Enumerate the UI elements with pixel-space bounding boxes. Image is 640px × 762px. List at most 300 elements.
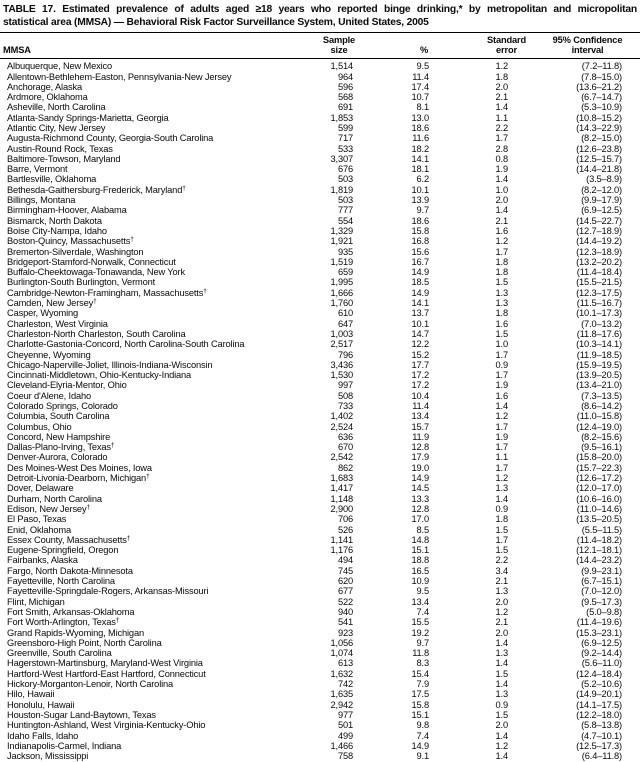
confidence-interval-value: (13.6–21.2)	[576, 81, 622, 92]
sample-size-value: 541	[337, 617, 353, 628]
confidence-interval-value: (11.4–18.2)	[576, 534, 622, 545]
mmsa-name: Coeur d'Alene, Idaho	[7, 390, 92, 401]
confidence-interval-value: (7.0–13.2)	[581, 318, 622, 329]
percent-value: 13.9	[411, 195, 429, 206]
percent-value: 11.8	[412, 648, 429, 659]
percent-value: 11.4	[412, 71, 429, 82]
percent-value: 13.3	[411, 493, 429, 504]
percent-value: 14.1	[411, 298, 429, 309]
sample-size-value: 923	[337, 627, 353, 638]
table-row	[0, 174, 640, 184]
sample-size-value: 1,056	[330, 637, 353, 648]
mmsa-name: Grand Rapids-Wyoming, Michigan	[7, 627, 144, 638]
table-row	[0, 236, 640, 246]
table-row	[0, 257, 640, 267]
confidence-interval-value: (11.9–18.5)	[576, 349, 622, 360]
standard-error-value: 1.9	[495, 431, 508, 442]
standard-error-value: 1.2	[495, 473, 508, 484]
sample-size-value: 677	[337, 586, 353, 597]
mmsa-name: Cincinnati-Middletown, Ohio-Kentucky-Indiana	[7, 370, 192, 381]
dagger-footnote-marker: †	[203, 287, 207, 295]
sample-size-value: 503	[337, 195, 353, 206]
mmsa-name: Ardmore, Oklahoma	[7, 92, 88, 103]
sample-size-value: 568	[337, 92, 353, 103]
standard-error-value: 2.2	[495, 555, 508, 566]
confidence-interval-value: (15.8–20.0)	[576, 452, 622, 463]
mmsa-name: Edison, New Jersey†	[7, 503, 90, 514]
standard-error-value: 2.0	[495, 596, 508, 607]
table-row	[0, 679, 640, 689]
standard-error-value: 2.0	[495, 81, 508, 92]
table-row	[0, 607, 640, 617]
confidence-interval-value: (12.0–17.0)	[576, 483, 622, 494]
percent-value: 14.9	[411, 740, 429, 751]
percent-value: 8.3	[416, 658, 429, 669]
table-row	[0, 319, 640, 329]
confidence-interval-value: (4.7–10.1)	[581, 730, 622, 741]
percent-value: 8.1	[416, 102, 429, 113]
sample-size-value: 494	[337, 555, 353, 566]
mmsa-name: Baltimore-Towson, Maryland	[7, 153, 121, 164]
sample-size-value: 2,900	[330, 503, 353, 514]
percent-value: 11.4	[412, 401, 429, 411]
mmsa-name: Allentown-Bethlehem-Easton, Pennsylvania-New Jersey	[7, 71, 232, 82]
table-row	[0, 391, 640, 401]
standard-error-value: 1.4	[495, 730, 508, 741]
percent-value: 18.6	[411, 215, 429, 226]
sample-size-value: 1,819	[330, 184, 353, 195]
standard-error-value: 2.1	[495, 617, 508, 628]
table-row	[0, 102, 640, 112]
table-row	[0, 422, 640, 432]
percent-value: 18.5	[411, 277, 429, 288]
percent-value: 17.7	[411, 359, 429, 370]
standard-error-value: 1.8	[495, 267, 508, 278]
mmsa-name: Durham, North Carolina	[7, 493, 102, 504]
sample-size-value: 1,329	[330, 225, 353, 236]
standard-error-value: 1.3	[495, 483, 508, 494]
sample-size-value: 659	[337, 267, 353, 278]
confidence-interval-value: (12.2–18.0)	[576, 709, 622, 720]
confidence-interval-value: (6.4–11.8)	[581, 751, 622, 762]
mmsa-name: Anchorage, Alaska	[7, 81, 82, 92]
dagger-footnote-marker: †	[86, 503, 90, 511]
table-title	[0, 0, 640, 30]
percent-value: 14.7	[411, 328, 429, 339]
table-row	[0, 216, 640, 226]
percent-value: 18.6	[411, 122, 429, 133]
mmsa-name: Fort Smith, Arkansas-Oklahoma	[7, 606, 135, 617]
mmsa-name: Barre, Vermont	[7, 164, 68, 175]
table-row	[0, 144, 640, 154]
percent-value: 14.1	[411, 153, 429, 164]
standard-error-value: 1.4	[495, 658, 508, 669]
mmsa-name: Greensboro-High Point, North Carolina	[7, 637, 162, 648]
percent-value: 15.2	[411, 349, 429, 360]
standard-error-value: 1.2	[495, 740, 508, 751]
standard-error-value: 1.3	[495, 586, 508, 597]
confidence-interval-value: (11.0–14.6)	[576, 503, 622, 514]
sample-size-value: 742	[337, 679, 353, 690]
standard-error-value: 1.1	[495, 112, 508, 123]
table-row	[0, 617, 640, 627]
column-header-mmsa: MMSA	[0, 33, 288, 59]
table-row	[0, 72, 640, 82]
table-title-line1: TABLE 17. Estimated prevalence of adults aged ≥18 years who reported binge drinking,* by metropolitan and micropolitan	[3, 4, 637, 15]
table-row	[0, 525, 640, 535]
sample-size-value: 1,074	[330, 648, 353, 659]
percent-value: 14.9	[411, 473, 429, 484]
mmsa-name: Dallas-Plano-Irving, Texas†	[7, 442, 115, 453]
confidence-interval-value: (6.9–12.5)	[581, 205, 622, 216]
table-title-line2: statistical area (MMSA) — Behavioral Risk Factor Surveillance System, United States, 2005	[3, 17, 429, 29]
mmsa-name: Casper, Wyoming	[7, 308, 79, 319]
standard-error-value: 1.3	[495, 287, 508, 298]
sample-size-value: 1,148	[330, 493, 353, 504]
confidence-interval-value: (12.3–18.9)	[576, 246, 622, 257]
mmsa-name: Albuquerque, New Mexico	[7, 61, 113, 72]
standard-error-value: 2.0	[495, 720, 508, 731]
sample-size-value: 1,995	[330, 277, 353, 288]
standard-error-value: 1.3	[495, 689, 508, 700]
confidence-interval-value: (12.4–19.0)	[576, 421, 622, 432]
table-row	[0, 329, 640, 339]
confidence-interval-value: (9.9–23.1)	[581, 565, 622, 576]
standard-error-value: 1.8	[495, 256, 508, 267]
percent-value: 7.4	[416, 730, 429, 741]
mmsa-name: Bethesda-Gaithersburg-Frederick, Maryland†	[7, 184, 186, 195]
column-header-standard-error: Standard error	[434, 33, 513, 59]
standard-error-value: 1.2	[495, 61, 508, 72]
table-row	[0, 452, 640, 462]
sample-size-value: 3,307	[330, 153, 353, 164]
confidence-interval-value: (10.3–14.1)	[576, 339, 622, 350]
standard-error-value: 0.8	[495, 153, 508, 164]
standard-error-value: 1.4	[495, 174, 508, 185]
sample-size-value: 1,683	[330, 473, 353, 484]
table-row	[0, 82, 640, 92]
standard-error-value: 1.7	[495, 442, 508, 453]
confidence-interval-value: (9.9–17.9)	[581, 195, 622, 206]
confidence-interval-value: (11.4–19.6)	[576, 617, 622, 628]
mmsa-name: Bismarck, North Dakota	[7, 215, 102, 226]
dagger-footnote-marker: †	[182, 184, 186, 192]
mmsa-name: Charlotte-Gastonia-Concord, North Carolina-South Carolina	[7, 339, 245, 350]
standard-error-value: 1.5	[495, 668, 508, 679]
confidence-interval-value: (13.5–20.5)	[576, 514, 622, 525]
confidence-interval-value: (3.5–8.9)	[586, 174, 622, 185]
standard-error-value: 1.5	[495, 328, 508, 339]
percent-value: 15.1	[411, 709, 429, 720]
mmsa-name: Des Moines-West Des Moines, Iowa	[7, 462, 152, 473]
confidence-interval-value: (12.3–17.5)	[576, 287, 622, 298]
confidence-interval-value: (13.2–20.2)	[576, 256, 622, 267]
table-row	[0, 514, 640, 524]
sample-size-value: 499	[337, 730, 353, 741]
sample-size-value: 691	[337, 102, 353, 113]
percent-value: 18.8	[411, 555, 429, 566]
percent-value: 17.0	[411, 514, 429, 525]
percent-value: 10.1	[411, 184, 429, 195]
percent-value: 13.0	[411, 112, 429, 123]
mmsa-name: Hickory-Morganton-Lenoir, North Carolina	[7, 679, 174, 690]
confidence-interval-value: (7.2–11.8)	[581, 61, 622, 72]
percent-value: 13.7	[411, 308, 429, 319]
mmsa-name: Eugene-Springfield, Oregon	[7, 545, 119, 556]
standard-error-value: 1.1	[495, 452, 508, 463]
mmsa-name: Hagerstown-Martinsburg, Maryland-West Virginia	[7, 658, 203, 669]
sample-size-value: 977	[337, 709, 353, 720]
mmsa-name: Camden, New Jersey†	[7, 298, 97, 309]
standard-error-value: 1.7	[495, 246, 508, 257]
standard-error-value: 1.7	[495, 370, 508, 381]
percent-value: 11.9	[412, 431, 429, 442]
percent-value: 15.8	[411, 699, 429, 710]
table-row	[0, 350, 640, 360]
standard-error-value: 1.9	[495, 380, 508, 391]
percent-value: 16.5	[411, 565, 429, 576]
confidence-interval-value: (15.7–22.3)	[576, 462, 622, 473]
confidence-interval-value: (6.9–12.5)	[581, 637, 622, 648]
percent-value: 13.4	[411, 411, 429, 422]
confidence-interval-value: (8.2–15.0)	[581, 133, 622, 144]
confidence-interval-value: (8.2–12.0)	[581, 184, 622, 195]
confidence-interval-value: (15.5–21.5)	[576, 277, 622, 288]
percent-value: 8.5	[416, 524, 429, 535]
dagger-footnote-marker: †	[130, 236, 134, 244]
percent-value: 18.1	[411, 164, 429, 175]
dagger-footnote-marker: †	[110, 442, 115, 450]
mmsa-name: Denver-Aurora, Colorado	[7, 452, 108, 463]
sample-size-value: 2,517	[330, 339, 353, 350]
mmsa-name: Bridgeport-Stamford-Norwalk, Connecticut	[7, 256, 176, 267]
standard-error-value: 2.8	[495, 143, 508, 154]
table-row	[0, 298, 640, 308]
dagger-footnote-marker: †	[93, 298, 97, 306]
mmsa-name: Fayetteville, North Carolina	[7, 576, 115, 587]
table-header	[0, 33, 640, 59]
dagger-footnote-marker: †	[115, 617, 120, 625]
standard-error-value: 1.4	[495, 205, 508, 216]
confidence-interval-value: (12.6–23.8)	[576, 143, 622, 154]
sample-size-value: 745	[337, 565, 353, 576]
percent-value: 17.2	[411, 370, 429, 381]
sample-size-value: 1,921	[330, 236, 353, 247]
mmsa-name: Boise City-Nampa, Idaho	[7, 225, 107, 236]
table-row	[0, 576, 640, 586]
table-row	[0, 731, 640, 741]
standard-error-value: 1.5	[495, 277, 508, 288]
percent-value: 7.4	[416, 606, 429, 617]
table-row	[0, 720, 640, 730]
table-row	[0, 566, 640, 576]
sample-size-value: 733	[337, 401, 353, 411]
percent-value: 12.8	[411, 442, 429, 453]
standard-error-value: 1.4	[495, 401, 508, 411]
confidence-interval-value: (8.6–14.2)	[581, 401, 622, 411]
confidence-interval-value: (12.5–17.3)	[576, 740, 622, 751]
table-row	[0, 504, 640, 514]
sample-size-value: 526	[337, 524, 353, 535]
percent-value: 9.5	[416, 61, 429, 72]
table-row	[0, 432, 640, 442]
mmsa-name: Augusta-Richmond County, Georgia-South Carolina	[7, 133, 214, 144]
confidence-interval-value: (11.0–15.8)	[576, 411, 622, 422]
standard-error-value: 1.4	[495, 102, 508, 113]
confidence-interval-value: (13.9–20.5)	[576, 370, 622, 381]
percent-value: 9.5	[416, 586, 429, 597]
percent-value: 17.5	[411, 689, 429, 700]
confidence-interval-value: (12.1–18.1)	[576, 545, 622, 556]
percent-value: 13.4	[411, 596, 429, 607]
confidence-interval-value: (5.8–13.8)	[581, 720, 622, 731]
confidence-interval-value: (9.5–16.1)	[581, 442, 622, 453]
standard-error-value: 1.0	[495, 339, 508, 350]
standard-error-value: 1.6	[495, 390, 508, 401]
standard-error-value: 1.4	[495, 493, 508, 504]
column-header-confidence-interval: 95% Confidence interval	[513, 33, 640, 59]
table-row	[0, 700, 640, 710]
mmsa-name: Dover, Delaware	[7, 483, 74, 494]
sample-size-value: 796	[337, 349, 353, 360]
percent-value: 15.8	[411, 225, 429, 236]
percent-value: 15.7	[411, 421, 429, 432]
table-row	[0, 494, 640, 504]
confidence-interval-value: (5.3–10.9)	[581, 102, 622, 113]
table-row	[0, 545, 640, 555]
percent-value: 17.4	[411, 81, 429, 92]
confidence-interval-value: (12.7–18.9)	[576, 225, 622, 236]
table-row	[0, 658, 640, 668]
standard-error-value: 1.2	[495, 411, 508, 422]
standard-error-value: 1.4	[495, 679, 508, 690]
table-body	[0, 59, 640, 762]
standard-error-value: 1.5	[495, 524, 508, 535]
confidence-interval-value: (9.5–17.3)	[581, 596, 622, 607]
standard-error-value: 0.9	[495, 699, 508, 710]
table-row	[0, 380, 640, 390]
sample-size-value: 862	[337, 462, 353, 473]
standard-error-value: 1.7	[495, 534, 508, 545]
percent-value: 10.1	[411, 318, 429, 329]
sample-size-value: 610	[337, 308, 353, 319]
sample-size-value: 522	[337, 596, 353, 607]
column-header-sample-size: Sample size	[288, 33, 358, 59]
mmsa-name: Honolulu, Hawaii	[7, 699, 75, 710]
table-row	[0, 751, 640, 761]
percent-value: 15.6	[411, 246, 429, 257]
table-row	[0, 288, 640, 298]
sample-size-value: 599	[337, 122, 353, 133]
sample-size-value: 1,666	[330, 287, 353, 298]
table-row	[0, 648, 640, 658]
percent-value: 14.5	[411, 483, 429, 494]
confidence-interval-value: (11.8–17.6)	[576, 328, 622, 339]
sample-size-value: 1,635	[330, 689, 353, 700]
mmsa-name: Fort Worth-Arlington, Texas†	[7, 617, 120, 628]
mmsa-name: Greenville, South Carolina	[7, 648, 112, 659]
standard-error-value: 1.7	[495, 133, 508, 144]
mmsa-name: Atlantic City, New Jersey	[7, 122, 106, 133]
table-row	[0, 535, 640, 545]
table-row	[0, 411, 640, 421]
prevalence-table	[0, 33, 640, 762]
percent-value: 17.9	[411, 452, 429, 463]
table-row	[0, 473, 640, 483]
standard-error-value: 2.0	[495, 195, 508, 206]
standard-error-value: 1.3	[495, 298, 508, 309]
confidence-interval-value: (15.9–19.5)	[576, 359, 622, 370]
mmsa-name: Colorado Springs, Colorado	[7, 401, 118, 411]
percent-value: 6.2	[416, 174, 429, 185]
standard-error-value: 1.7	[495, 349, 508, 360]
standard-error-value: 2.1	[495, 92, 508, 103]
mmsa-name: Indianapolis-Carmel, Indiana	[7, 740, 122, 751]
sample-size-value: 670	[337, 442, 353, 453]
mmsa-name: Fairbanks, Alaska	[7, 555, 78, 566]
standard-error-value: 1.7	[495, 462, 508, 473]
confidence-interval-value: (14.1–17.5)	[576, 699, 622, 710]
mmsa-name: El Paso, Texas	[7, 514, 67, 525]
percent-value: 12.8	[411, 503, 429, 514]
sample-size-value: 554	[337, 215, 353, 226]
standard-error-value: 2.1	[495, 215, 508, 226]
dagger-footnote-marker: †	[146, 473, 150, 481]
confidence-interval-value: (10.1–17.3)	[576, 308, 622, 319]
mmsa-name: Bremerton-Silverdale, Washington	[7, 246, 144, 257]
sample-size-value: 1,176	[330, 545, 353, 556]
mmsa-name: Cheyenne, Wyoming	[7, 349, 91, 360]
mmsa-name: Atlanta-Sandy Springs-Marietta, Georgia	[7, 112, 169, 123]
confidence-interval-value: (15.3–23.1)	[576, 627, 622, 638]
mmsa-name: Asheville, North Carolina	[7, 102, 106, 113]
confidence-interval-value: (14.4–23.2)	[576, 555, 622, 566]
percent-value: 9.7	[416, 205, 429, 216]
sample-size-value: 3,436	[330, 359, 353, 370]
percent-value: 9.1	[416, 751, 429, 762]
table-row	[0, 463, 640, 473]
mmsa-name: Essex County, Massachusetts†	[7, 534, 131, 545]
sample-size-value: 706	[337, 514, 353, 525]
mmsa-name: Huntington-Ashland, West Virginia-Kentucky-Ohio	[7, 720, 206, 731]
sample-size-value: 1,632	[330, 668, 353, 679]
percent-value: 7.9	[416, 679, 429, 690]
sample-size-value: 613	[337, 658, 353, 669]
table-row	[0, 555, 640, 565]
mmsa-name: Enid, Oklahoma	[7, 524, 72, 535]
percent-value: 17.2	[411, 380, 429, 391]
mmsa-name: Jackson, Mississippi	[7, 751, 89, 762]
confidence-interval-value: (6.7–14.7)	[581, 92, 622, 103]
sample-size-value: 1,519	[330, 256, 353, 267]
standard-error-value: 1.4	[495, 751, 508, 762]
mmsa-name: Billings, Montana	[7, 195, 76, 206]
percent-value: 15.4	[411, 668, 429, 679]
mmsa-name: Cambridge-Newton-Framingham, Massachusetts†	[7, 287, 207, 298]
confidence-interval-value: (10.6–16.0)	[576, 493, 622, 504]
sample-size-value: 620	[337, 576, 353, 587]
sample-size-value: 503	[337, 174, 353, 185]
mmsa-name: Columbus, Ohio	[7, 421, 72, 432]
sample-size-value: 2,942	[330, 699, 353, 710]
table-row	[0, 195, 640, 205]
sample-size-value: 676	[337, 164, 353, 175]
mmsa-name: Cleveland-Elyria-Mentor, Ohio	[7, 380, 127, 391]
mmsa-name: Fargo, North Dakota-Minnesota	[7, 565, 133, 576]
confidence-interval-value: (14.4–21.8)	[576, 164, 622, 175]
mmsa-name: Fayetteville-Springdale-Rogers, Arkansas-Missouri	[7, 586, 209, 597]
sample-size-value: 935	[337, 246, 353, 257]
